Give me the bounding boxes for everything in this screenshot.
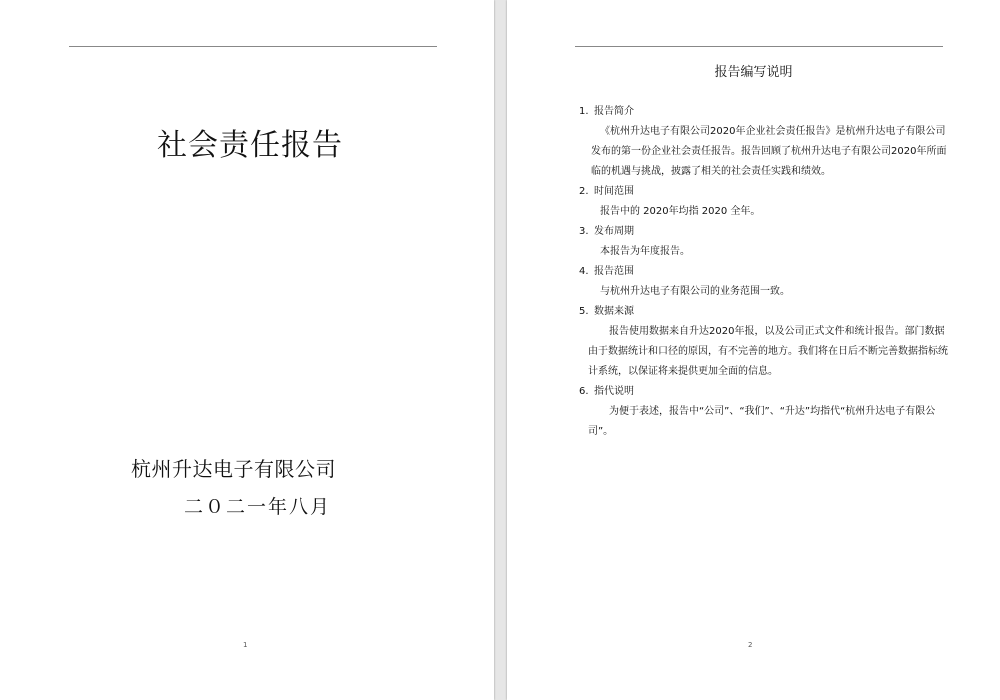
cover-company-name: 杭州升达电子有限公司 xyxy=(131,457,336,481)
section-reference xyxy=(579,382,949,442)
section-intro xyxy=(579,102,949,182)
section-time-range xyxy=(579,182,949,222)
section-number: 6. xyxy=(579,386,589,397)
page-number: 2 xyxy=(748,641,753,649)
section-body: 本报告为年度报告。 xyxy=(600,246,690,257)
section-body: 为便于表述，报告中“公司”、“我们”、“升达”均指代“杭州升达电子有限公司”。 xyxy=(588,406,936,437)
section-heading xyxy=(579,262,949,282)
section-heading-text: 报告范围 xyxy=(594,266,634,277)
section-heading-text: 时间范围 xyxy=(594,186,634,197)
header-rule xyxy=(69,46,437,47)
section-heading xyxy=(579,222,949,242)
section-body: 报告使用数据来自升达2020年报，以及公司正式文件和统计报告。部门数据由于数据统计和口径的原因，有不完善的地方。我们将在日后不断完善数据指标统计系统，以保证将来提供更加全面的信息。 xyxy=(588,326,948,377)
section-scope xyxy=(579,262,949,302)
page-title: 报告编写说明 xyxy=(714,65,793,80)
section-body: 《杭州升达电子有限公司2020年企业社会责任报告》是杭州升达电子有限公司发布的第一份企业社会责任报告。报告回顾了杭州升达电子有限公司2020年所面临的机遇与挑战，披露了相关的社会责任实践和绩效。 xyxy=(591,126,947,177)
section-body: 报告中的 2020年均指 2020 全年。 xyxy=(600,206,761,217)
section-number: 5. xyxy=(579,306,589,317)
cover-date: 二０二一年八月 xyxy=(184,496,332,518)
section-number: 4. xyxy=(579,266,589,277)
section-number: 2. xyxy=(579,186,589,197)
page-number: 1 xyxy=(243,641,248,649)
section-cycle xyxy=(579,222,949,262)
section-heading-text: 指代说明 xyxy=(594,386,634,397)
document-page-2 xyxy=(507,0,1000,700)
section-heading xyxy=(579,382,949,402)
section-heading xyxy=(579,102,949,122)
section-heading-text: 报告简介 xyxy=(594,106,634,117)
section-number: 3. xyxy=(579,226,589,237)
cover-title: 社会责任报告 xyxy=(157,128,343,163)
section-number: 1. xyxy=(579,106,589,117)
report-sections xyxy=(579,102,949,442)
header-rule xyxy=(575,46,943,47)
section-heading-text: 发布周期 xyxy=(594,226,634,237)
section-body: 与杭州升达电子有限公司的业务范围一致。 xyxy=(600,286,790,297)
section-heading xyxy=(579,302,949,322)
section-heading-text: 数据来源 xyxy=(594,306,634,317)
section-heading xyxy=(579,182,949,202)
document-page-1 xyxy=(0,0,494,700)
section-data-source xyxy=(579,302,949,382)
